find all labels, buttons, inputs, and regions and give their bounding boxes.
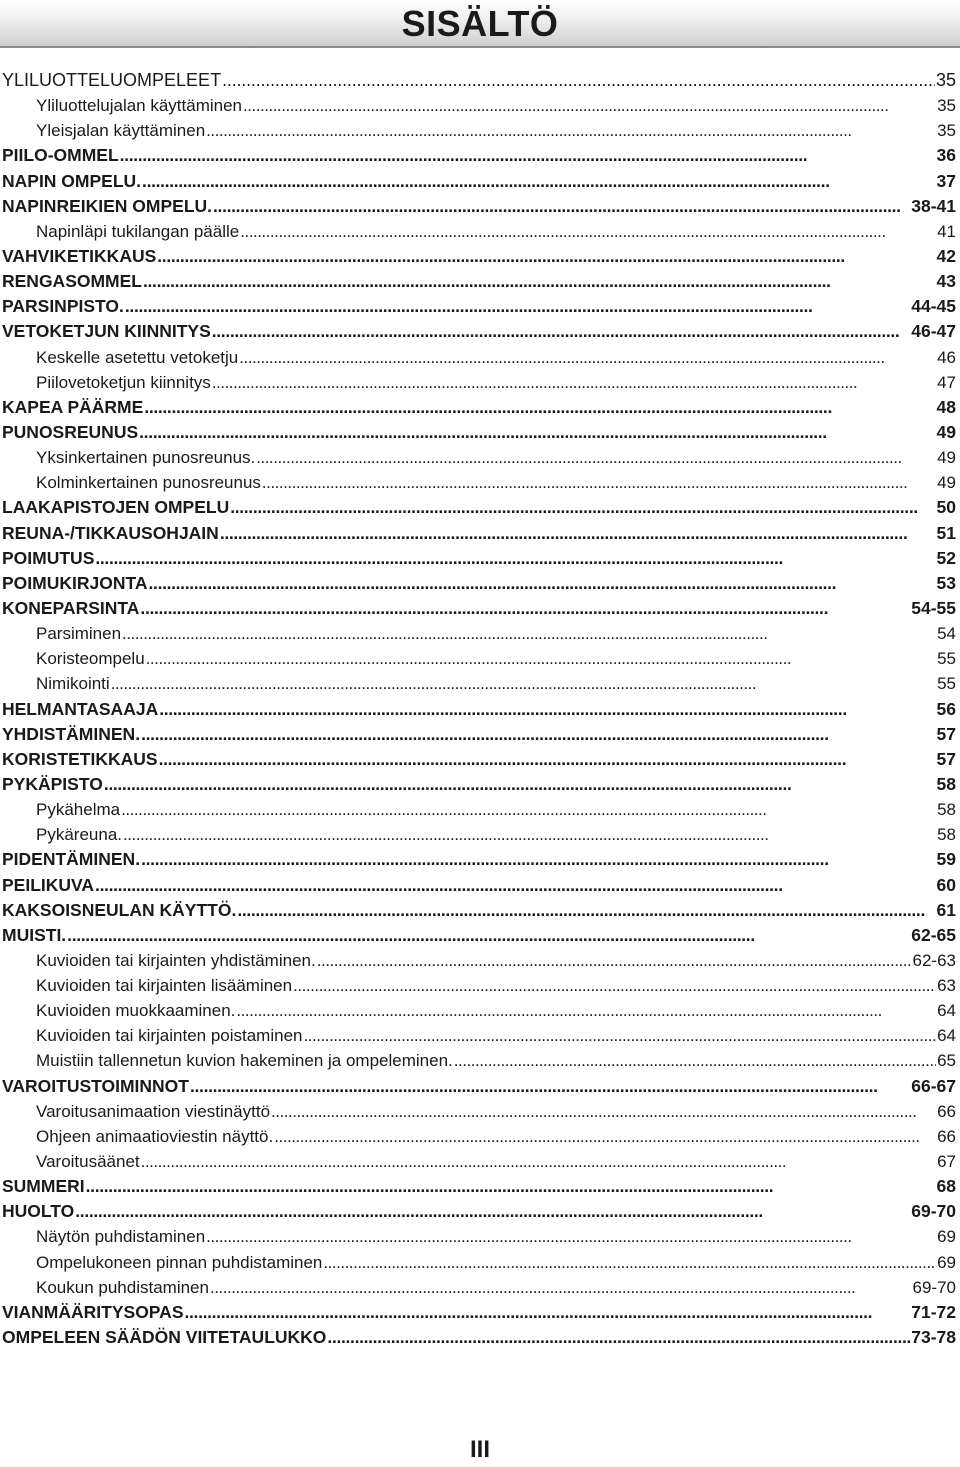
dot-leader: [123, 822, 936, 847]
dot-leader: [240, 219, 936, 244]
toc-entry: [0, 445, 956, 470]
page-title: SISÄLTÖ: [401, 3, 559, 44]
toc-entry-label: YHDISTÄMINEN.: [2, 723, 141, 744]
dot-leader: [75, 1199, 910, 1224]
toc-entry-page: 64: [937, 1026, 956, 1046]
toc-entry: [0, 244, 956, 269]
toc-entry-page: 62-63: [912, 950, 956, 970]
toc-entry-page: 69: [937, 1252, 956, 1272]
toc-entry: [0, 143, 956, 168]
toc-entry: [0, 345, 956, 370]
dot-leader: [220, 521, 936, 546]
dot-leader: [141, 847, 935, 872]
toc-entry-label: MUISTI.: [2, 924, 67, 945]
toc-entry-label: Parsiminen: [36, 624, 122, 644]
toc-entry-page: 57: [936, 723, 956, 744]
dot-leader: [274, 1124, 936, 1149]
toc-entry: [0, 596, 956, 621]
toc-entry-page: 49: [937, 473, 956, 493]
toc-entry-page: 68: [936, 1176, 956, 1197]
toc-entry-page: 64: [937, 1001, 956, 1021]
toc-entry: [0, 1300, 956, 1325]
dot-leader: [239, 345, 936, 370]
toc-entry-page: 60: [936, 874, 956, 895]
dot-leader: [222, 68, 935, 93]
toc-entry: [0, 1124, 956, 1149]
toc-entry: [0, 93, 956, 118]
toc-entry: [0, 395, 956, 420]
dot-leader: [213, 194, 910, 219]
toc-entry: [0, 470, 956, 495]
toc-entry-label: Keskelle asetettu vetoketju: [36, 347, 239, 367]
toc-entry: [0, 1325, 956, 1350]
toc-entry: [0, 1199, 956, 1224]
toc-entry-page: 71-72: [911, 1301, 956, 1322]
toc-entry-label: Nimikointi: [36, 674, 110, 694]
toc-entry-label: POIMUKIRJONTA: [2, 572, 148, 593]
toc-entry: [0, 898, 956, 923]
dot-leader: [141, 722, 935, 747]
toc-entry-label: Ompelukoneen pinnan puhdistaminen: [36, 1252, 323, 1272]
toc-entry-page: 67: [937, 1152, 956, 1172]
toc-entry-label: POIMUTUS: [2, 547, 95, 568]
toc-entry-label: Ohjeen animaatioviestin näyttö.: [36, 1126, 274, 1146]
dot-leader: [236, 998, 936, 1023]
toc-entry-label: Napinläpi tukilangan päälle: [36, 221, 240, 241]
toc-entry-label: Koukun puhdistaminen: [36, 1277, 209, 1297]
toc-entry-label: Yliluottelujalan käyttäminen: [36, 96, 243, 116]
toc-entry: [0, 571, 956, 596]
toc-entry: [0, 873, 956, 898]
dot-leader: [121, 797, 936, 822]
toc-entry-page: 55: [937, 674, 956, 694]
toc-entry-label: HUOLTO: [2, 1201, 75, 1222]
toc-entry-label: Näytön puhdistaminen: [36, 1227, 206, 1247]
toc-entry: [0, 1275, 956, 1300]
toc-entry: [0, 68, 956, 93]
toc-entry: [0, 697, 956, 722]
toc-entry-label: HELMANTASAAJA: [2, 698, 159, 719]
toc-entry-page: 56: [936, 698, 956, 719]
toc-entry-label: Yleisjalan käyttäminen: [36, 121, 206, 141]
toc-entry-label: Yksinkertainen punosreunus.: [36, 448, 256, 468]
toc-entry: [0, 219, 956, 244]
toc-entry-page: 65: [937, 1051, 956, 1071]
dot-leader: [185, 1300, 911, 1325]
toc-entry-label: VETOKETJUN KIINNITYS: [2, 321, 211, 342]
toc-entry-page: 38-41: [911, 195, 956, 216]
toc-entry: [0, 722, 956, 747]
toc-entry-page: 36: [936, 145, 956, 166]
dot-leader: [146, 646, 936, 671]
dot-leader: [159, 697, 935, 722]
dot-leader: [142, 169, 935, 194]
toc-entry-page: 43: [936, 271, 956, 292]
toc-entry-label: VAROITUSTOIMINNOT: [2, 1075, 189, 1096]
toc-entry: [0, 772, 956, 797]
toc-entry-page: 54: [937, 624, 956, 644]
toc-entry-label: PIILO-OMMEL: [2, 145, 119, 166]
dot-leader: [86, 1174, 936, 1199]
toc-entry-label: KAKSOISNEULAN KÄYTTÖ.: [2, 899, 237, 920]
title-bar: [0, 0, 960, 48]
toc-entry-label: Piilovetoketjun kiinnitys: [36, 372, 211, 392]
dot-leader: [95, 873, 935, 898]
toc-entry-page: 53: [936, 572, 956, 593]
toc-entry: [0, 1149, 956, 1174]
toc-entry-page: 66: [937, 1101, 956, 1121]
toc-entry-page: 58: [937, 800, 956, 820]
toc-entry-label: Kuvioiden muokkaaminen.: [36, 1001, 236, 1021]
dot-leader: [159, 747, 936, 772]
toc-entry: [0, 495, 956, 520]
toc-entry-page: 73-78: [911, 1327, 956, 1348]
dot-leader: [139, 420, 935, 445]
toc-entry-label: PARSINPISTO.: [2, 296, 124, 317]
toc-entry-page: 49: [936, 421, 956, 442]
dot-leader: [141, 1149, 936, 1174]
toc-entry-label: KONEPARSINTA: [2, 597, 140, 618]
toc-entry: [0, 973, 956, 998]
toc-entry: [0, 294, 956, 319]
dot-leader: [95, 546, 935, 571]
toc-entry: [0, 1048, 956, 1073]
toc-entry-page: 55: [937, 649, 956, 669]
toc-entry: [0, 747, 956, 772]
toc-entry-label: YLILUOTTELUOMPELEET: [2, 70, 222, 90]
dot-leader: [120, 143, 936, 168]
toc-entry-label: VAHVIKETIKKAUS: [2, 245, 157, 266]
toc-entry: [0, 521, 956, 546]
toc-entry-page: 49: [937, 448, 956, 468]
dot-leader: [144, 395, 935, 420]
toc-entry-page: 66: [937, 1126, 956, 1146]
toc-entry: [0, 998, 956, 1023]
dot-leader: [125, 294, 910, 319]
toc-entry-page: 63: [937, 976, 956, 996]
dot-leader: [271, 1099, 936, 1124]
dot-leader: [140, 596, 910, 621]
toc-entry: [0, 847, 956, 872]
toc-entry: [0, 1099, 956, 1124]
toc-entry: [0, 420, 956, 445]
toc-entry-label: NAPIN OMPELU.: [2, 170, 142, 191]
toc-entry: [0, 621, 956, 646]
toc-entry-label: Kolminkertainen punosreunus: [36, 473, 261, 493]
toc-entry-page: 58: [937, 825, 956, 845]
dot-leader: [212, 370, 936, 395]
toc-entry: [0, 319, 956, 344]
toc-entry-page: 66-67: [911, 1075, 956, 1096]
dot-leader: [190, 1074, 910, 1099]
toc-entry: [0, 269, 956, 294]
dot-leader: [256, 445, 936, 470]
toc-entry-page: 50: [936, 497, 956, 518]
dot-leader: [317, 948, 912, 973]
toc-entry: [0, 1250, 956, 1275]
toc-entry-label: SUMMERI: [2, 1176, 85, 1197]
toc-entry-page: 51: [936, 522, 956, 543]
toc-entry-label: OMPELEEN SÄÄDÖN VIITETAULUKKO: [2, 1327, 327, 1348]
toc-entry-label: PUNOSREUNUS: [2, 421, 139, 442]
toc-entry-label: Pykähelma: [36, 800, 121, 820]
toc-entry-label: VIANMÄÄRITYSOPAS: [2, 1301, 184, 1322]
toc-entry: [0, 1023, 956, 1048]
toc-entry-page: 59: [936, 849, 956, 870]
dot-leader: [206, 118, 936, 143]
toc-entry: [0, 923, 956, 948]
toc-entry-label: PIDENTÄMINEN.: [2, 849, 141, 870]
dot-leader: [237, 898, 935, 923]
toc-entry: [0, 797, 956, 822]
dot-leader: [304, 1023, 937, 1048]
toc-entry-label: Koristeompelu: [36, 649, 145, 669]
toc-entry: [0, 194, 956, 219]
toc-entry-label: Kuvioiden tai kirjainten poistaminen: [36, 1026, 303, 1046]
toc-entry-label: Pykäreuna.: [36, 825, 122, 845]
dot-leader: [327, 1325, 910, 1350]
dot-leader: [323, 1250, 936, 1275]
toc-entry-page: 54-55: [911, 597, 956, 618]
dot-leader: [104, 772, 936, 797]
dot-leader: [212, 319, 910, 344]
dot-leader: [111, 671, 936, 696]
page-number: III: [469, 1436, 490, 1463]
toc-entry-page: 46: [937, 347, 956, 367]
dot-leader: [293, 973, 936, 998]
table-of-contents: [0, 68, 956, 1350]
toc-entry-page: 52: [936, 547, 956, 568]
toc-entry-page: 47: [937, 372, 956, 392]
toc-entry-label: PYKÄPISTO: [2, 773, 103, 794]
toc-entry: [0, 1074, 956, 1099]
toc-entry-page: 42: [936, 245, 956, 266]
toc-entry-page: 44-45: [911, 296, 956, 317]
toc-entry: [0, 646, 956, 671]
toc-entry: [0, 948, 956, 973]
toc-entry-label: PEILIKUVA: [2, 874, 95, 895]
dot-leader: [67, 923, 910, 948]
toc-entry-page: 46-47: [911, 321, 956, 342]
toc-entry-page: 35: [937, 96, 956, 116]
toc-entry-page: 69: [937, 1227, 956, 1247]
toc-entry: [0, 169, 956, 194]
toc-entry-label: Kuvioiden tai kirjainten yhdistäminen.: [36, 950, 316, 970]
toc-entry-page: 35: [937, 121, 956, 141]
dot-leader: [206, 1224, 936, 1249]
toc-entry-label: Varoitusäänet: [36, 1152, 140, 1172]
toc-entry-page: 37: [936, 170, 956, 191]
toc-entry-label: Kuvioiden tai kirjainten lisääminen: [36, 976, 293, 996]
dot-leader: [143, 269, 936, 294]
toc-entry-page: 48: [936, 396, 956, 417]
toc-entry-page: 61: [936, 899, 956, 920]
toc-entry-page: 57: [936, 748, 956, 769]
toc-entry: [0, 1224, 956, 1249]
toc-entry: [0, 1174, 956, 1199]
dot-leader: [262, 470, 936, 495]
toc-entry-page: 58: [936, 773, 956, 794]
toc-entry-page: 69-70: [911, 1201, 956, 1222]
toc-entry-label: KORISTETIKKAUS: [2, 748, 158, 769]
dot-leader: [122, 621, 936, 646]
toc-entry-label: RENGASOMMEL: [2, 271, 142, 292]
toc-entry-page: 35: [935, 70, 956, 90]
toc-entry-label: Muistiin tallennetun kuvion hakeminen ja ompeleminen.: [36, 1051, 453, 1071]
toc-entry-label: REUNA-/TIKKAUSOHJAIN: [2, 522, 219, 543]
toc-entry: [0, 370, 956, 395]
toc-entry: [0, 822, 956, 847]
dot-leader: [243, 93, 936, 118]
toc-entry-page: 62-65: [911, 924, 956, 945]
toc-entry-page: 41: [937, 221, 956, 241]
toc-entry: [0, 546, 956, 571]
dot-leader: [157, 244, 935, 269]
toc-entry-page: 69-70: [912, 1277, 956, 1297]
toc-entry: [0, 118, 956, 143]
dot-leader: [149, 571, 936, 596]
dot-leader: [230, 495, 935, 520]
toc-entry-label: NAPINREIKIEN OMPELU.: [2, 195, 213, 216]
toc-entry-label: Varoitusanimaation viestinäyttö: [36, 1101, 271, 1121]
dot-leader: [454, 1048, 936, 1073]
dot-leader: [210, 1275, 912, 1300]
toc-entry-label: KAPEA PÄÄRME: [2, 396, 144, 417]
toc-entry: [0, 671, 956, 696]
toc-entry-label: LAAKAPISTOJEN OMPELU: [2, 497, 230, 518]
